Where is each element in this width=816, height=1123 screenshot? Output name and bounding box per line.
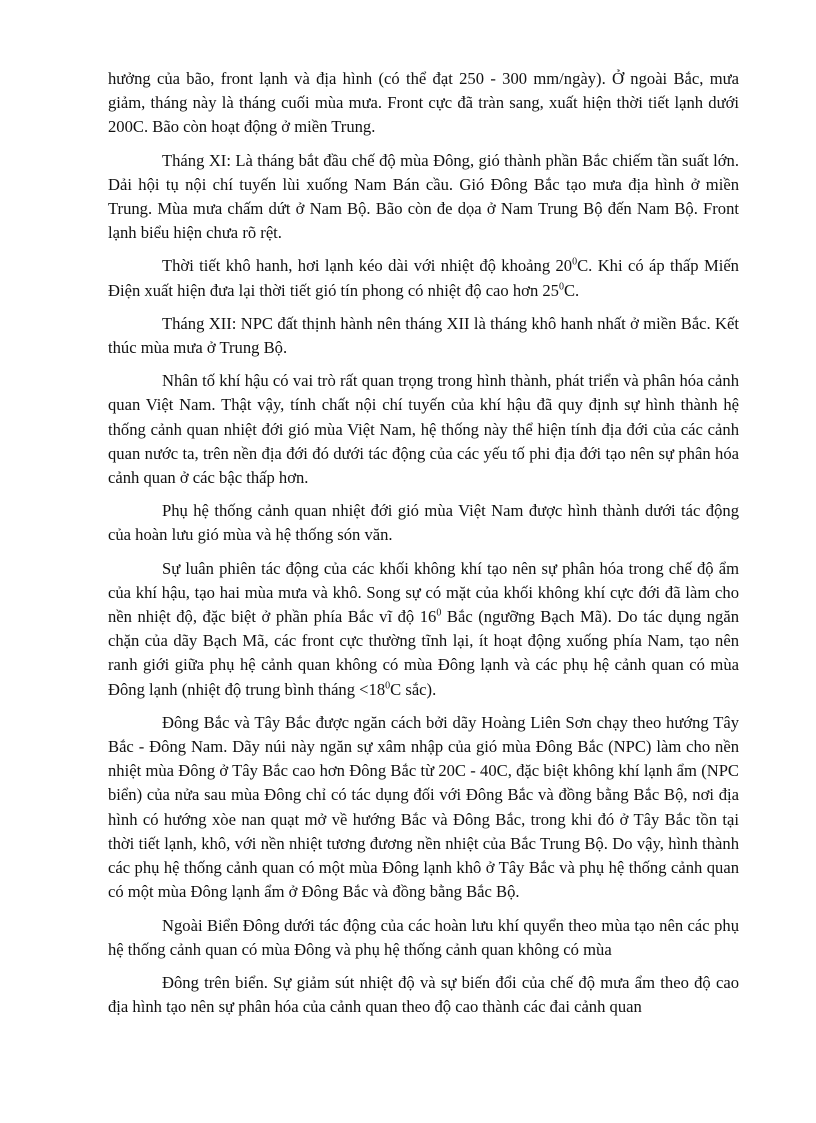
paragraph: Thời tiết khô hanh, hơi lạnh kéo dài với nhiệt độ khoảng $20^0C$. Khi có áp thấp Miến Điện xuất hiện đưa lại thời tiết gió tín phong có nhiệt độ cao hơn $25^0C$.: [108, 256, 739, 300]
paragraph: Đông Bắc và Tây Bắc được ngăn cách bởi dãy Hoàng Liên Sơn chạy theo hướng Tây Bắc - Đông Nam. Dãy núi này ngăn sự xâm nhập của gió mùa Đông Bắc (NPC) làm cho nền nhiệt mùa Đông ở Tây Bắc cao hơn Đông Bắc từ 20C - 40C, đặc biệt không khí lạnh ẩm (NPC biển) của nửa sau mùa Đông chỉ có tác dụng đối với Đông Bắc và đồng bằng Bắc Bộ, nơi địa hình có hướng xòe nan quạt mở về hướng Bắc và Đông Bắc, trong khi đó ở Tây Bắc tồn tại thời tiết lạnh, khô, với nền nhiệt tương đương nền nhiệt của Bắc Trung Bộ. Do vậy, hình thành các phụ hệ thống cảnh quan có một mùa Đông lạnh khô ở Tây Bắc và phụ hệ thống cảnh quan có một mùa Đông lạnh ẩm ở Đông Bắc và đồng bằng Bắc Bộ.: [108, 712, 739, 902]
paragraph: Đông trên biển. Sự giảm sút nhiệt độ và sự biến đổi của chế độ mưa ẩm theo độ cao địa hình tạo nên sự phân hóa của cảnh quan theo độ cao thành các đai cảnh quan: [108, 972, 739, 1017]
paragraph: Nhân tố khí hậu có vai trò rất quan trọng trong hình thành, phát triển và phân hóa cảnh quan Việt Nam. Thật vậy, tính chất nội chí tuyến của khí hậu đã quy định sự hình thành hệ thống cảnh quan nhiệt đới gió mùa Việt Nam, hệ thống này thể hiện tính địa đới của các cảnh quan nước ta, trên nền địa đới đó dưới tác động của các yếu tố phi địa đới tạo nên sự phân hóa cảnh quan ở các bậc thấp hơn.: [108, 371, 739, 488]
paragraph: hưởng của bão, front lạnh và địa hình (có thể đạt 250 - 300 mm/ngày). Ở ngoài Bắc, mưa giảm, tháng này là tháng cuối mùa mưa. Front cực đã tràn sang, xuất hiện thời tiết lạnh dưới 200C. Bão còn hoạt động ở miền Trung.: [108, 69, 739, 137]
paragraph: Tháng XI: Là tháng bắt đầu chế độ mùa Đông, gió thành phần Bắc chiếm tần suất lớn. Dải hội tụ nội chí tuyến lùi xuống Nam Bán cầu. Gió Đông Bắc tạo mưa địa hình ở miền Trung. Mùa mưa chấm dứt ở Nam Bộ. Bão còn đe dọa ở Nam Trung Bộ đến Nam Bộ. Front lạnh biểu hiện chưa rõ rệt.: [108, 150, 739, 243]
document-page: [108, 67, 739, 1028]
paragraph: Tháng XII: NPC đất thịnh hành nên tháng XII là tháng khô hanh nhất ở miền Bắc. Kết thúc mùa mưa ở Trung Bộ.: [108, 313, 739, 358]
paragraph: Ngoài Biển Đông dưới tác động của các hoàn lưu khí quyển theo mùa tạo nên các phụ hệ thống cảnh quan có mùa Đông và phụ hệ thống cảnh quan không có mùa: [108, 915, 739, 959]
paragraph: Phụ hệ thống cảnh quan nhiệt đới gió mùa Việt Nam được hình thành dưới tác động của hoàn lưu gió mùa và hệ thống són văn.: [108, 501, 739, 545]
paragraph: Sự luân phiên tác động của các khối không khí tạo nên sự phân hóa trong chế độ ẩm của khí hậu, tạo hai mùa mưa và khô. Song sự có mặt của khối không khí cực đới đã làm cho nền nhiệt độ, đặc biệt ở phần phía Bắc vĩ độ $16^0$ Bắc (ngưỡng Bạch Mã). Do tác dụng ngăn chặn của dãy Bạch Mã, các front cực thường tĩnh lại, ít hoạt động xuống phía Nam, tạo nên ranh giới giữa phụ hệ cảnh quan không có mùa Đông lạnh và các phụ hệ cảnh quan có mùa Đông lạnh (nhiệt độ trung bình tháng $<18^0C$ sắc).: [108, 558, 740, 699]
